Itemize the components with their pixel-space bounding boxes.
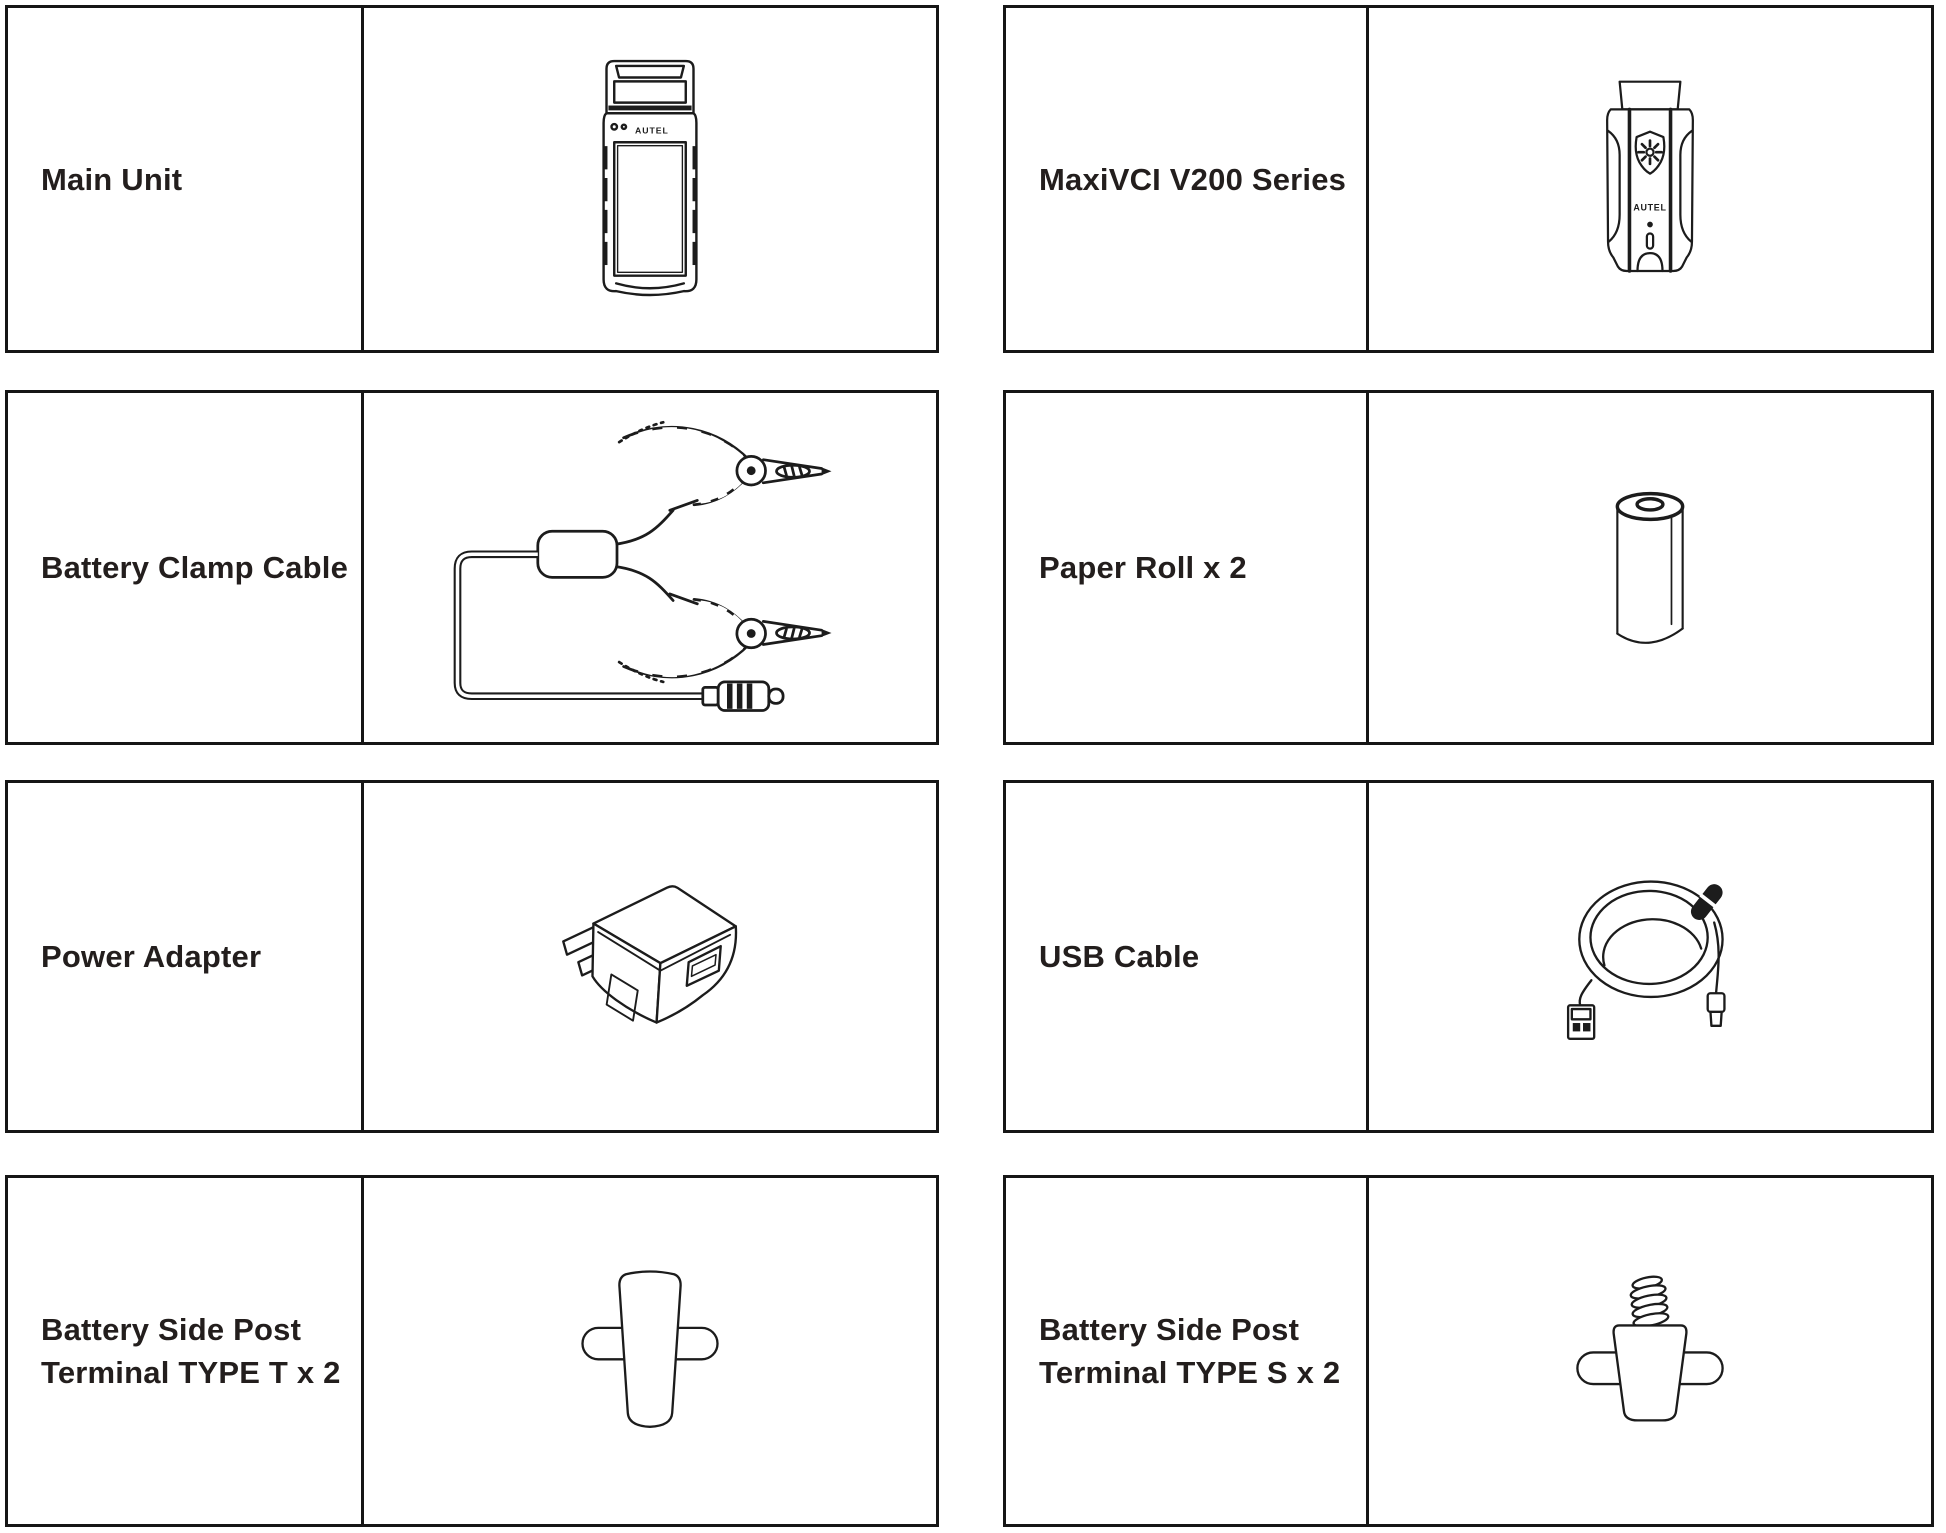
item-label-cell xyxy=(1006,8,1366,350)
cable-tail-right xyxy=(1714,923,1718,994)
autel-logo-text: AUTEL xyxy=(635,125,669,136)
power-adapter-illustration xyxy=(551,879,749,1035)
terminal-type-t-illustration xyxy=(576,1265,724,1437)
item-image-cell xyxy=(361,393,936,742)
terminal-body xyxy=(1614,1325,1687,1420)
main-unit-illustration xyxy=(592,57,708,301)
packing-row-terminal-type-t xyxy=(5,1175,939,1527)
item-label-cell xyxy=(8,393,361,742)
item-label: Power Adapter xyxy=(41,939,262,974)
packing-row-terminal-type-s xyxy=(1003,1175,1934,1527)
maxivci-v200-illustration xyxy=(1600,79,1700,279)
screen-inner xyxy=(618,146,683,273)
item-label: USB Cable xyxy=(1039,939,1200,974)
battery-clamp-cable-illustration xyxy=(430,408,870,727)
item-label: MaxiVCI V200 Series xyxy=(1039,161,1347,197)
terminal-type-s-illustration xyxy=(1566,1264,1734,1439)
item-image-cell xyxy=(1366,1178,1931,1524)
item-image-cell xyxy=(361,1178,936,1524)
packing-row-maxivci-v200 xyxy=(1003,5,1934,353)
item-label: Battery Clamp Cable xyxy=(41,550,349,585)
item-label: Main Unit xyxy=(41,161,183,197)
item-image-cell xyxy=(1366,393,1931,742)
item-image-cell xyxy=(1366,8,1931,350)
packing-row-usb-cable xyxy=(1003,780,1934,1133)
cable-loop-inner xyxy=(1603,919,1701,965)
bottom-arch xyxy=(1638,253,1663,271)
cable-loop-middle xyxy=(1590,891,1707,984)
alligator-clamp-upper xyxy=(619,422,831,510)
side-cutout-left xyxy=(1608,131,1620,242)
item-label: Battery Side Post xyxy=(1039,1312,1300,1347)
usb-cable-illustration xyxy=(1543,861,1757,1052)
item-label-cell xyxy=(8,783,361,1130)
y-junction xyxy=(538,531,617,577)
item-image-cell xyxy=(1366,783,1931,1130)
item-label-cell xyxy=(8,8,361,350)
packing-row-power-adapter xyxy=(5,780,939,1133)
obd-connector xyxy=(1620,82,1681,110)
printer-window xyxy=(614,81,686,102)
item-label-line2: Terminal TYPE S x 2 xyxy=(1039,1355,1341,1390)
item-label-cell xyxy=(1006,1178,1366,1524)
status-led xyxy=(1647,222,1653,228)
cable-tail-left xyxy=(1580,980,1592,1005)
thread-stud xyxy=(1630,1274,1670,1328)
paper-roll-illustration xyxy=(1607,479,1693,656)
connector-plug xyxy=(703,682,783,711)
terminal-body xyxy=(619,1271,680,1426)
split-cable-upper xyxy=(615,510,673,544)
item-label-line2: Terminal TYPE T x 2 xyxy=(41,1355,341,1390)
alligator-clamp-lower xyxy=(619,594,831,682)
item-image-cell xyxy=(361,8,936,350)
paper-slot xyxy=(616,66,684,78)
split-cable-lower xyxy=(615,566,673,600)
sensor-dot xyxy=(612,124,617,129)
item-label: Paper Roll x 2 xyxy=(1039,550,1247,585)
usb-a-connector xyxy=(1568,1005,1594,1038)
bottom-bumper xyxy=(616,283,684,288)
roll-core xyxy=(1637,499,1663,510)
led-dot xyxy=(622,125,626,129)
item-label: Battery Side Post xyxy=(41,1312,302,1347)
packing-row-battery-clamp-cable xyxy=(5,390,939,745)
item-label-cell xyxy=(1006,783,1366,1130)
micro-usb-connector xyxy=(1708,993,1725,1026)
item-label-cell xyxy=(1006,393,1366,742)
shield-star-emblem xyxy=(1636,132,1665,174)
printer-band xyxy=(608,106,691,111)
indicator-slot xyxy=(1647,233,1653,248)
packing-row-paper-roll xyxy=(1003,390,1934,745)
roll-bottom xyxy=(1617,629,1682,643)
autel-logo-text: AUTEL xyxy=(1633,202,1667,213)
item-label-cell xyxy=(8,1178,361,1524)
side-cutout-right xyxy=(1680,131,1692,242)
printer-cap xyxy=(607,61,694,113)
item-image-cell xyxy=(361,783,936,1130)
ferrite-bead xyxy=(1687,880,1727,924)
packing-row-main-unit xyxy=(5,5,939,353)
screen xyxy=(614,142,686,275)
